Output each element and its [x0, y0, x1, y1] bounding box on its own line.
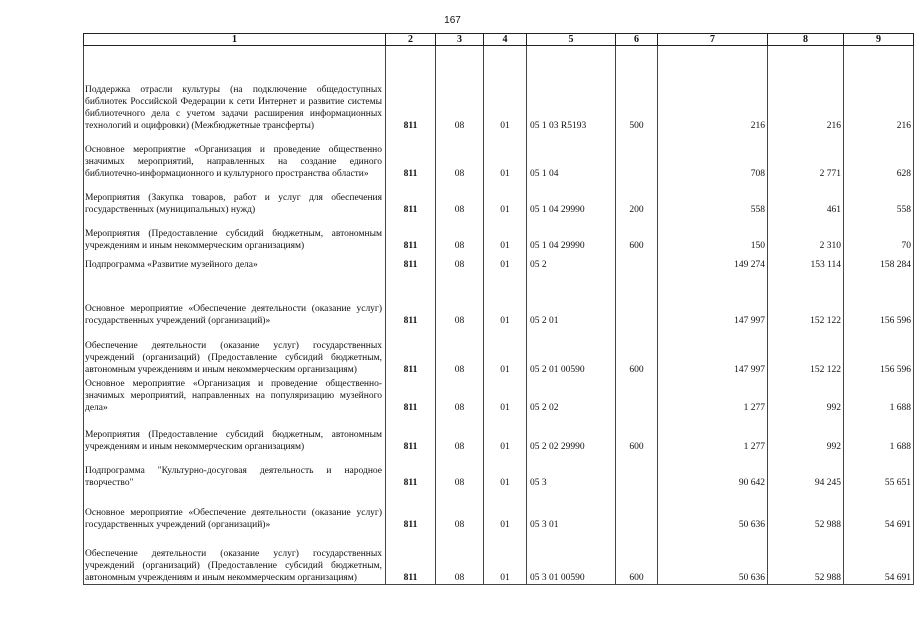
- row-subsection: 01: [484, 180, 527, 216]
- table-row: [84, 180, 914, 216]
- row-expense-type: 600: [616, 531, 658, 585]
- row-subsection: 01: [484, 271, 527, 327]
- row-section: 08: [436, 216, 484, 252]
- table-row: [84, 327, 914, 376]
- header-col-9: 9: [844, 34, 914, 46]
- row-sum-col9: 1 688: [844, 414, 914, 453]
- row-target-article: 05 3 01 00590: [527, 531, 616, 585]
- row-sum-col7: 216: [658, 46, 768, 132]
- row-grbs: 811: [386, 453, 436, 489]
- row-grbs: 811: [386, 414, 436, 453]
- table-row: [84, 216, 914, 252]
- row-section: 08: [436, 414, 484, 453]
- row-sum-col9: 1 688: [844, 376, 914, 414]
- row-sum-col7: 147 997: [658, 271, 768, 327]
- row-section: 08: [436, 132, 484, 180]
- row-sum-col9: 54 691: [844, 489, 914, 531]
- row-target-article: 05 2 02: [527, 376, 616, 414]
- row-grbs: 811: [386, 132, 436, 180]
- row-sum-col8: 153 114: [768, 252, 844, 271]
- table-row: [84, 453, 914, 489]
- row-grbs: 811: [386, 489, 436, 531]
- row-sum-col8: 216: [768, 46, 844, 132]
- row-target-article: 05 1 04: [527, 132, 616, 180]
- row-sum-col8: 52 988: [768, 489, 844, 531]
- row-target-article: 05 2 01: [527, 271, 616, 327]
- row-sum-col9: 55 651: [844, 453, 914, 489]
- row-grbs: 811: [386, 271, 436, 327]
- row-sum-col9: 70: [844, 216, 914, 252]
- row-target-article: 05 1 04 29990: [527, 216, 616, 252]
- row-subsection: 01: [484, 132, 527, 180]
- row-target-article: 05 3: [527, 453, 616, 489]
- row-section: 08: [436, 531, 484, 585]
- row-sum-col7: 1 277: [658, 414, 768, 453]
- row-section: 08: [436, 376, 484, 414]
- row-section: 08: [436, 327, 484, 376]
- row-grbs: 811: [386, 376, 436, 414]
- row-target-article: 05 1 04 29990: [527, 180, 616, 216]
- row-subsection: 01: [484, 46, 527, 132]
- row-section: 08: [436, 489, 484, 531]
- row-sum-col8: 152 122: [768, 271, 844, 327]
- row-description: Подпрограмма "Культурно-досуговая деятельность и народное творчество": [84, 453, 386, 489]
- row-expense-type: 600: [616, 327, 658, 376]
- row-expense-type: 600: [616, 414, 658, 453]
- row-expense-type: 600: [616, 216, 658, 252]
- table-row: [84, 271, 914, 327]
- row-subsection: 01: [484, 327, 527, 376]
- row-description: Обеспечение деятельности (оказание услуг) государственных учреждений (организаций) (Предоставление субсидий бюджетным, автономным учреждениям и иным некоммерческим организациям): [84, 327, 386, 376]
- row-sum-col7: 558: [658, 180, 768, 216]
- row-sum-col8: 152 122: [768, 327, 844, 376]
- header-col-4: 4: [484, 34, 527, 46]
- row-subsection: 01: [484, 414, 527, 453]
- row-description: Основное мероприятие «Обеспечение деятельности (оказание услуг) государственных учреждений (организаций)»: [84, 489, 386, 531]
- header-col-8: 8: [768, 34, 844, 46]
- row-sum-col7: 50 636: [658, 489, 768, 531]
- table-row: [84, 46, 914, 132]
- row-subsection: 01: [484, 252, 527, 271]
- row-sum-col9: 158 284: [844, 252, 914, 271]
- row-description: Основное мероприятие «Организация и проведение общественно-значимых мероприятий, направленных на популяризацию музейного дела»: [84, 376, 386, 414]
- row-section: 08: [436, 271, 484, 327]
- row-expense-type: [616, 132, 658, 180]
- row-expense-type: 500: [616, 46, 658, 132]
- row-sum-col7: 90 642: [658, 453, 768, 489]
- row-target-article: 05 3 01: [527, 489, 616, 531]
- row-subsection: 01: [484, 376, 527, 414]
- row-sum-col7: 1 277: [658, 376, 768, 414]
- header-col-6: 6: [616, 34, 658, 46]
- row-expense-type: [616, 453, 658, 489]
- row-sum-col7: 147 997: [658, 327, 768, 376]
- row-section: 08: [436, 252, 484, 271]
- row-sum-col9: 156 596: [844, 271, 914, 327]
- row-sum-col9: 54 691: [844, 531, 914, 585]
- row-section: 08: [436, 180, 484, 216]
- header-col-3: 3: [436, 34, 484, 46]
- row-sum-col7: 50 636: [658, 531, 768, 585]
- row-target-article: 05 2: [527, 252, 616, 271]
- budget-table: [83, 33, 914, 585]
- row-expense-type: 200: [616, 180, 658, 216]
- row-sum-col8: 94 245: [768, 453, 844, 489]
- row-target-article: 05 1 03 R5193: [527, 46, 616, 132]
- row-sum-col7: 150: [658, 216, 768, 252]
- row-sum-col8: 992: [768, 376, 844, 414]
- header-row: [84, 34, 914, 46]
- header-col-1: 1: [84, 34, 386, 46]
- row-sum-col8: 2 771: [768, 132, 844, 180]
- row-subsection: 01: [484, 453, 527, 489]
- row-subsection: 01: [484, 489, 527, 531]
- row-grbs: 811: [386, 252, 436, 271]
- row-grbs: 811: [386, 327, 436, 376]
- row-description: Обеспечение деятельности (оказание услуг) государственных учреждений (организаций) (Предоставление субсидий бюджетным, автономным учреждениям и иным некоммерческим организациям): [84, 531, 386, 585]
- row-description: Мероприятия (Закупка товаров, работ и услуг для обеспечения государственных (муниципальных) нужд): [84, 180, 386, 216]
- row-expense-type: [616, 271, 658, 327]
- row-grbs: 811: [386, 46, 436, 132]
- header-col-7: 7: [658, 34, 768, 46]
- table-row: [84, 489, 914, 531]
- header-col-2: 2: [386, 34, 436, 46]
- row-target-article: 05 2 01 00590: [527, 327, 616, 376]
- table-row: [84, 414, 914, 453]
- table-row: [84, 132, 914, 180]
- row-expense-type: [616, 489, 658, 531]
- page-number: 167: [444, 15, 461, 26]
- row-sum-col8: 992: [768, 414, 844, 453]
- row-sum-col9: 628: [844, 132, 914, 180]
- row-sum-col8: 52 988: [768, 531, 844, 585]
- row-sum-col9: 156 596: [844, 327, 914, 376]
- table-row: [84, 376, 914, 414]
- row-sum-col8: 2 310: [768, 216, 844, 252]
- header-col-5: 5: [527, 34, 616, 46]
- row-sum-col9: 558: [844, 180, 914, 216]
- row-description: Мероприятия (Предоставление субсидий бюджетным, автономным учреждениям и иным некоммерческим организациям): [84, 216, 386, 252]
- row-grbs: 811: [386, 180, 436, 216]
- row-section: 08: [436, 46, 484, 132]
- row-sum-col9: 216: [844, 46, 914, 132]
- row-section: 08: [436, 453, 484, 489]
- row-description: Поддержка отрасли культуры (на подключение общедоступных библиотек Российской Федерации к сети Интернет и развитие системы библиотечного дела с учетом задачи расширения информационных технологий и оцифровки) (Межбюджетные трансферты): [84, 46, 386, 132]
- row-target-article: 05 2 02 29990: [527, 414, 616, 453]
- row-sum-col8: 461: [768, 180, 844, 216]
- row-description: Основное мероприятие «Организация и проведение общественно значимых мероприятий, направленных на создание единого библиотечно-информационного и культурного пространства области»: [84, 132, 386, 180]
- row-subsection: 01: [484, 216, 527, 252]
- row-description: Основное мероприятие «Обеспечение деятельности (оказание услуг) государственных учреждений (организаций)»: [84, 271, 386, 327]
- row-grbs: 811: [386, 216, 436, 252]
- row-description: Мероприятия (Предоставление субсидий бюджетным, автономным учреждениям и иным некоммерческим организациям): [84, 414, 386, 453]
- row-subsection: 01: [484, 531, 527, 585]
- row-expense-type: [616, 252, 658, 271]
- row-description: Подпрограмма «Развитие музейного дела»: [84, 252, 386, 271]
- row-sum-col7: 708: [658, 132, 768, 180]
- table-row: [84, 531, 914, 585]
- row-grbs: 811: [386, 531, 436, 585]
- table-row: [84, 252, 914, 271]
- row-sum-col7: 149 274: [658, 252, 768, 271]
- row-expense-type: [616, 376, 658, 414]
